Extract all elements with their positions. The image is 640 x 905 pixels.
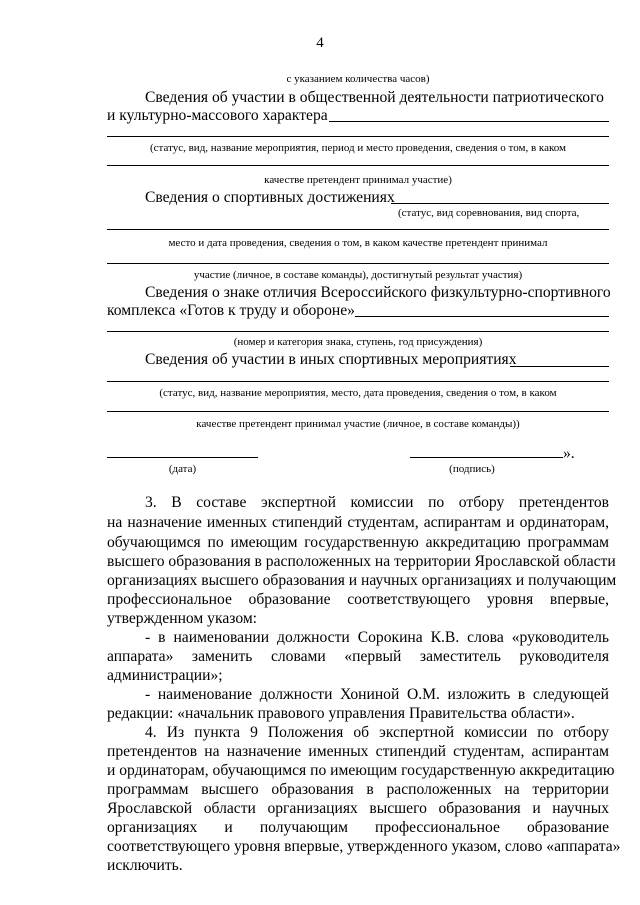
fill-line	[107, 229, 609, 230]
fill-line	[107, 411, 609, 412]
p3-line: аппарата» заменить словами «первый заместитель руководителя	[107, 648, 609, 665]
gto-heading-cont: комплекса «Готов к труду и обороне»	[107, 302, 355, 319]
fill-line	[107, 263, 609, 264]
p4-line: претендентов на назначение именных стипендий студентам, аспирантам	[107, 743, 609, 760]
fill-line	[510, 366, 609, 367]
p3-line: редакции: «начальник правового управления Правительства области».	[107, 705, 575, 722]
hours-note: с указанием количества часов)	[286, 73, 430, 85]
date-label: (дата)	[168, 463, 197, 475]
p3-line: - наименование должности Хониной О.М. изложить в следующей	[145, 686, 609, 703]
page-number: 4	[316, 35, 324, 51]
fill-line	[391, 203, 609, 204]
date-line	[107, 457, 258, 458]
other-sports-note-cont: качестве претендент принимал участие (личное, в составе команды))	[196, 418, 520, 430]
p3-line: обучающимся по имеющим государственную аккредитацию программам	[107, 534, 609, 551]
other-sports-note: (статус, вид, название мероприятия, место, дата проведения, сведения о том, в каком	[159, 387, 557, 399]
fill-line	[107, 381, 609, 382]
other-sports-heading: Сведения об участии в иных спортивных мероприятиях	[145, 351, 517, 368]
p3-line: 3. В составе экспертной комиссии по отбору претендентов	[145, 494, 609, 511]
public-activity-heading-cont: и культурно-массового характера	[107, 107, 328, 124]
p3-line: - в наименовании должности Сорокина К.В. слова «руководитель	[145, 629, 609, 646]
fill-line	[107, 331, 609, 332]
fill-line	[355, 316, 609, 317]
p4-line: организациях и получающим профессиональное образование	[107, 819, 609, 836]
fill-line	[329, 121, 609, 122]
public-activity-heading: Сведения об участии в общественной деятельности патриотического	[145, 89, 604, 106]
p3-line: организациях высшего образования и научных организациях и получающим	[107, 572, 617, 589]
gto-note: (номер и категория знака, ступень, год присуждения)	[233, 336, 483, 348]
p4-line: и ординаторам, обучающимся по имеющим государственную аккредитацию	[107, 762, 615, 779]
gto-heading: Сведения о знаке отличия Всероссийского физкультурно-спортивного	[145, 284, 611, 301]
signature-label: (подпись)	[449, 463, 495, 475]
p3-line: утвержденном указом:	[107, 610, 258, 627]
sport-achievements-heading: Сведения о спортивных достижениях	[145, 189, 395, 206]
p4-line: исключить.	[107, 857, 183, 874]
p4-line: программам высшего образования в расположенных на территории	[107, 781, 609, 798]
public-activity-note-cont: качестве претендент принимал участие)	[264, 174, 452, 186]
fill-line	[107, 136, 609, 137]
signature-line	[410, 457, 563, 458]
fill-line	[107, 165, 609, 166]
p4-line: соответствующего уровня впервые, утвержденного указом, слово «аппарата»	[107, 838, 621, 855]
p3-line: на назначение именных стипендий студентам, аспирантам и ординаторам,	[107, 514, 609, 531]
p4-line: Ярославской области организациях высшего образования и научных	[107, 800, 609, 817]
public-activity-note: (статус, вид, название мероприятия, период и место проведения, сведения о том, в каком	[149, 142, 566, 154]
p4-line: 4. Из пункта 9 Положения об экспертной комиссии по отбору	[145, 724, 609, 741]
sport-achievements-note-3: участие (личное, в составе команды), достигнутый результат участия)	[193, 269, 523, 281]
sport-achievements-note: (статус, вид соревнования, вид спорта,	[398, 207, 580, 219]
sport-achievements-note-2: место и дата проведения, сведения о том, в каком качестве претендент принимал	[168, 237, 548, 249]
p3-line: профессиональное образование соответствующего уровня впервые,	[107, 591, 609, 608]
closing-quote: ».	[563, 445, 575, 462]
p3-line: администрации»;	[107, 667, 223, 684]
p3-line: высшего образования в расположенных на территории Ярославской области	[107, 553, 616, 570]
